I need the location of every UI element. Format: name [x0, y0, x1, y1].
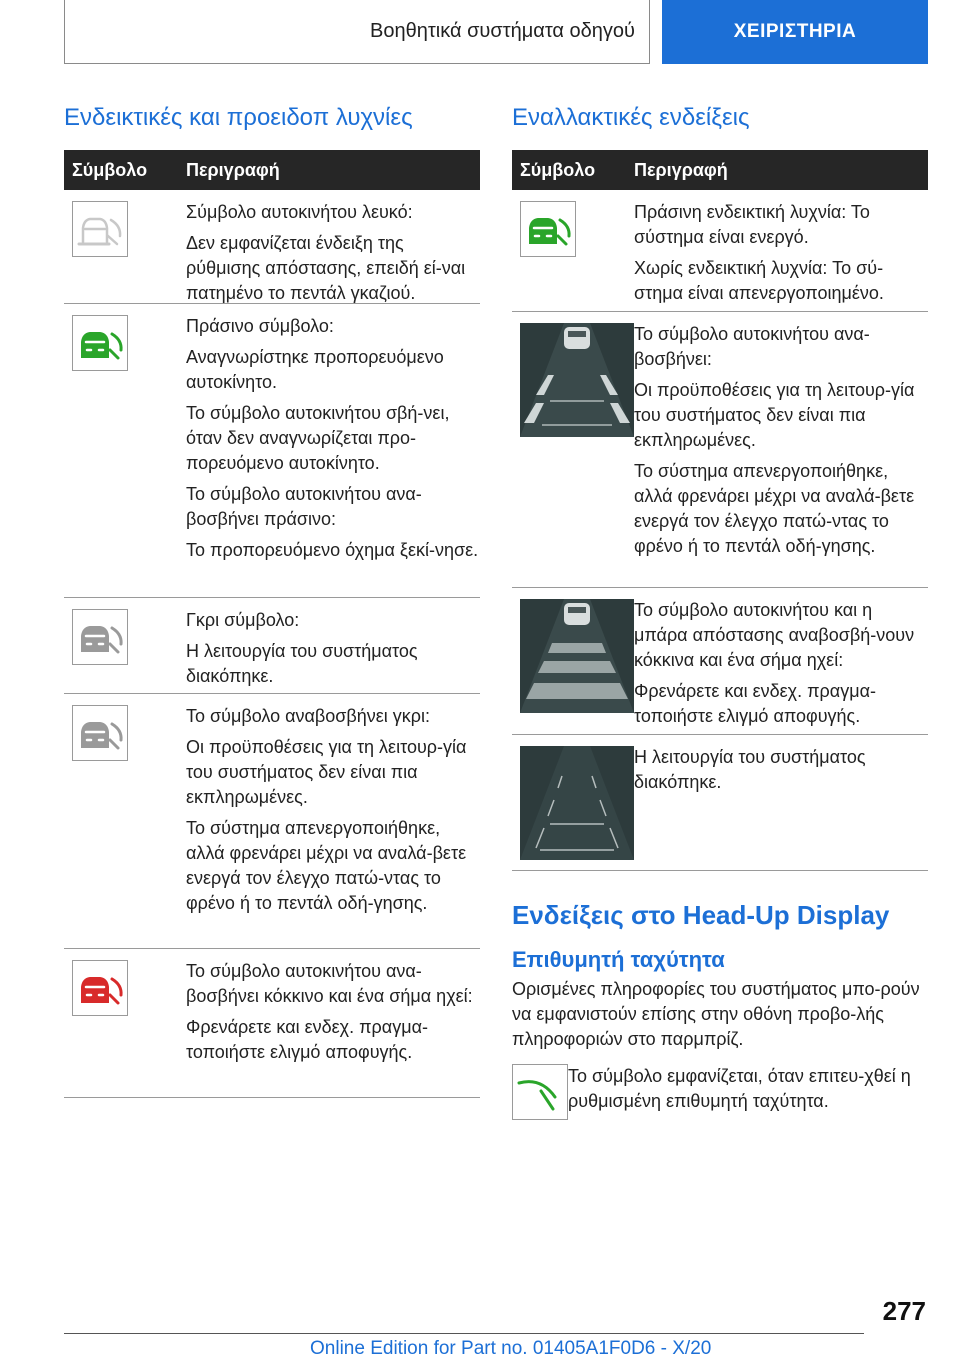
car-warning-gray-icon [72, 609, 128, 665]
row-text: Το σύμβολο αυτοκινήτου ανα-βοσβήνει κόκκινο και ένα σήμα ηχεί: [186, 961, 473, 1006]
row-text: Φρενάρετε και ενδεχ. πραγμα-τοποιήστε ελιγμό αποφυγής. [186, 1017, 428, 1062]
car-warning-white-icon [72, 201, 128, 257]
car-warning-green-icon [72, 315, 128, 371]
row-text: Οι προϋποθέσεις για τη λειτουρ-γία του συστήματος δεν είναι πια εκπληρωμένες. [634, 380, 915, 450]
row-text: Γκρι σύμβολο: [186, 610, 300, 630]
hud-item [512, 1064, 928, 1120]
row-text: Το σύστημα απενεργοποιήθηκε, αλλά φρενάρει μέχρι να αναλά-βετε ενεργά τον έλεγχο πατώ-ντας το φρένο ή το πεντάλ οδή-γησης. [634, 461, 915, 556]
page-header [64, 0, 928, 64]
table-header [512, 150, 928, 190]
table-row [64, 304, 480, 598]
row-text: Φρενάρετε και ενδεχ. πραγμα-τοποιήστε ελιγμό αποφυγής. [634, 681, 876, 726]
row-text: Το σύμβολο αναβοσβήνει γκρι: [186, 706, 431, 726]
speed-needle-icon [512, 1064, 568, 1120]
row-text: Πράσινο σύμβολο: [186, 316, 334, 336]
col-description: Περιγραφή [186, 159, 280, 180]
row-text: Η λειτουργία του συστήματος διακόπηκε. [186, 641, 418, 686]
table-row [64, 598, 480, 694]
row-text: Δεν εμφανίζεται ένδειξη της ρύθμισης απόστασης, επειδή εί-ναι πατημένο το πεντάλ γκαζιού. [186, 233, 466, 303]
row-text: Χωρίς ενδεικτική λυχνία: Το σύ-στημα είναι απενεργοποιημένο. [634, 258, 884, 303]
col-symbol: Σύμβολο [520, 159, 596, 180]
row-text: Το σύμβολο αυτοκινήτου ανα-βοσβήνει πράσινο: [186, 484, 422, 529]
car-warning-gray-blink-icon [72, 705, 128, 761]
section-tab[interactable]: ΧΕΙΡΙΣΤΗΡΙΑ [662, 0, 928, 64]
hud-paragraph: Ορισμένες πληροφορίες του συστήματος μπο-ρούν να εμφανιστούν επίσης στην οθόνη προβο-λής πληροφοριών στο παρμπρίζ. [512, 979, 920, 1049]
alternative-indications-section [512, 96, 928, 1120]
sub-title-desired-speed: Επιθυμητή ταχύτητα [512, 947, 725, 972]
table-row [512, 312, 928, 588]
table-row [64, 694, 480, 949]
table-row [512, 735, 928, 871]
row-text: Το σύμβολο αυτοκινήτου ανα-βοσβήνει: [634, 324, 870, 369]
warning-lamps-section [64, 96, 480, 1098]
row-text: Το σύστημα απενεργοποιήθηκε, αλλά φρενάρει μέχρι να αναλά-βετε ενεργά τον έλεγχο πατώ-ντας το φρένο ή το πεντάλ οδή-γησης. [186, 818, 467, 913]
car-warning-green-icon [520, 201, 576, 257]
row-text: Σύμβολο αυτοκινήτου λευκό: [186, 202, 413, 222]
table-row [64, 190, 480, 304]
table-row [64, 949, 480, 1098]
col-symbol: Σύμβολο [72, 159, 148, 180]
page-number: 277 [882, 1296, 926, 1326]
display-car-blinking-image [520, 323, 634, 437]
car-warning-red-icon [72, 960, 128, 1016]
row-text: Πράσινη ενδεικτική λυχνία: Το σύστημα είναι ενεργό. [634, 202, 870, 247]
section-title-alternative: Εναλλακτικές ενδείξεις [512, 104, 750, 131]
row-text: Το σύμβολο αυτοκινήτου και η μπάρα απόστασης αναβοσβή-νουν κόκκινα και ένα σήμα ηχεί: [634, 600, 915, 670]
table-header [64, 150, 480, 190]
display-interrupted-image [520, 746, 634, 860]
row-text: Οι προϋποθέσεις για τη λειτουρ-γία του συστήματος δεν είναι πια εκπληρωμένες. [186, 737, 467, 807]
table-row [512, 190, 928, 312]
row-text: Το σύμβολο αυτοκινήτου σβή-νει, όταν δεν αναγνωρίζεται προ-πορευόμενο αυτοκίνητο. [186, 403, 450, 473]
edition-note[interactable]: Online Edition for Part no. 01405A1F0D6 - X/20 [310, 1338, 712, 1359]
section-title-warning-lamps: Ενδεικτικές και προειδοπ λυχνίες [64, 104, 413, 131]
section-title-hud: Ενδείξεις στο Head-Up Display [512, 900, 890, 930]
footer-divider [64, 1333, 864, 1334]
hud-description: Το σύμβολο εμφανίζεται, όταν επιτευ-χθεί η ρυθμισμένη επιθυμητή ταχύτητα. [568, 1066, 911, 1111]
row-text: Αναγνωρίστηκε προπορευόμενο αυτοκίνητο. [186, 347, 444, 392]
row-text: Το προπορευόμενο όχημα ξεκί-νησε. [186, 540, 479, 560]
row-text: Η λειτουργία του συστήματος διακόπηκε. [634, 747, 866, 792]
display-car-red-distance-image [520, 599, 634, 713]
col-description: Περιγραφή [634, 159, 728, 180]
chapter-title: Βοηθητικά συστήματα οδηγού [64, 0, 650, 64]
table-row [512, 588, 928, 735]
